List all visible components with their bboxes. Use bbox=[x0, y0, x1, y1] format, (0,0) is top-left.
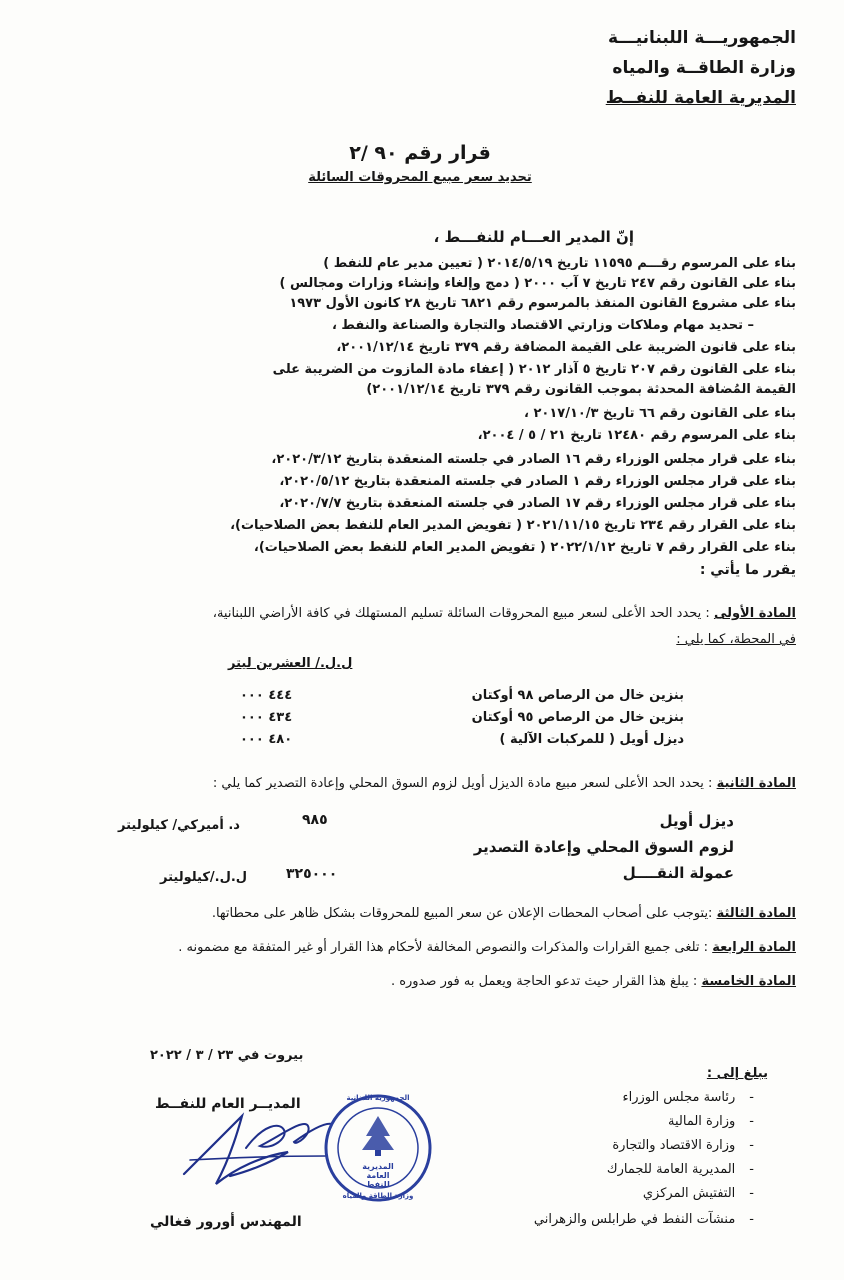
cc-list-item: - التفتيش المركزي bbox=[643, 1186, 754, 1201]
article-5-text: : يبلغ هذا القرار حيث تدعو الحاجة ويعمل به فور صدوره . bbox=[390, 974, 698, 989]
stamp-text bbox=[322, 1162, 434, 1189]
decision-number: قرار رقم ٩٠ /٢ bbox=[349, 142, 491, 164]
preamble-line: بناء على قرار مجلس الوزراء رقم ١٦ الصادر في جلسته المنعقدة بتاريخ ٢٠٢٠/٣/١٢، bbox=[271, 452, 796, 467]
article-5 bbox=[391, 974, 796, 989]
fuel-name-diesel: ديزل أويل ( للمركبات الآلية ) bbox=[499, 732, 684, 747]
stamp-line: العامة bbox=[366, 1171, 390, 1180]
cc-title: يبلغ إلى : bbox=[706, 1066, 768, 1081]
preamble-line: بناء على المرسوم رقـــم ١١٥٩٥ تاريخ ٢٠١٤/٥/١٩ ( تعيين مدير عام للنفط ) bbox=[323, 256, 796, 271]
article-3-text: :يتوجب على أصحاب المحطات الإعلان عن سعر المبيع للمحروقات بشكل ظاهر على محطاتها. bbox=[211, 906, 713, 921]
fuel-price-98: ٤٤٤ ٠٠٠ bbox=[240, 688, 293, 703]
article-2 bbox=[213, 776, 796, 791]
preamble-line: بناء على مشروع القانون المنفذ بالمرسوم رقم ٦٨٢١ تاريخ ٢٨ كانون الأول ١٩٧٣ bbox=[289, 296, 796, 311]
article-4-label: المادة الرابعة bbox=[712, 940, 796, 955]
preamble-line: بناء على القرار رقم ٧ تاريخ ٢٠٢٢/١/١٢ ( تفويض المدير العام للنفط بعض الصلاحيات)، bbox=[253, 540, 796, 555]
cc-list-item: - رئاسة مجلس الوزراء bbox=[623, 1090, 755, 1105]
transport-commission-unit: ل.ل./كيلوليتر bbox=[160, 870, 248, 885]
article-4 bbox=[178, 940, 796, 955]
article-4-text: : تلغى جميع القرارات والمذكرات والنصوص المخالفة لأحكام هذا القرار أو غير المتفقة مع مضمونه . bbox=[178, 940, 709, 955]
signer-name: المهندس أورور فغالي bbox=[150, 1214, 302, 1230]
preamble-intro: إنّ المدير العـــام للنفـــط ، bbox=[433, 228, 634, 246]
diesel-label: ديزل أويل bbox=[659, 812, 734, 830]
cc-list-item: - المديرية العامة للجمارك bbox=[607, 1162, 754, 1177]
article-1-text: : يحدد الحد الأعلى لسعر مبيع المحروقات السائلة تسليم المستهلك في كافة الأراضي اللبنانية، bbox=[212, 606, 710, 621]
preamble-line: بناء على القرار رقم ٢٣٤ تاريخ ٢٠٢١/١١/١٥ ( تفويض المدير العام للنفط بعض الصلاحيات)، bbox=[230, 518, 796, 533]
preamble-line: بناء على قانون الضريبة على القيمة المضافة رقم ٣٧٩ تاريخ ٢٠٠١/١٢/١٤، bbox=[336, 340, 796, 355]
transport-commission-label: عمولة النقــــل bbox=[622, 864, 734, 882]
signer-title: المديــر العام للنفــط bbox=[155, 1096, 301, 1112]
preamble-line: بناء على المرسوم رقم ١٢٤٨٠ تاريخ ٢١ / ٥ / ٢٠٠٤، bbox=[477, 428, 796, 443]
cc-list-item: - منشآت النفط في طرابلس والزهراني bbox=[534, 1212, 754, 1227]
article-5-label: المادة الخامسة bbox=[701, 974, 796, 989]
stamp-line: الجمهورية اللبنانية bbox=[346, 1094, 410, 1102]
preamble-line: بناء على القانون رقم ٦٦ تاريخ ٢٠١٧/١٠/٣ ، bbox=[523, 406, 796, 421]
transport-commission-value: ٣٢٥٠٠٠ bbox=[286, 866, 338, 882]
preamble-line: بناء على قرار مجلس الوزراء رقم ١٧ الصادر في جلسته المنعقدة بتاريخ ٢٠٢٠/٧/٧، bbox=[279, 496, 796, 511]
preamble-line: – تحديد مهام وملاكات وزارتي الاقتصاد والتجارة والصناعة والنفط ، bbox=[331, 318, 754, 333]
decision-subject: تحديد سعر مبيع المحروقات السائلة bbox=[308, 170, 532, 185]
preamble-line: بناء على القانون رقم ٢٤٧ تاريخ ٧ آب ٢٠٠٠ ( دمج وإلغاء وإنشاء وزارات ومجالس ) bbox=[279, 276, 796, 291]
header-directorate: المديرية العامة للنفــط bbox=[605, 88, 796, 108]
preamble-resolves: يقرر ما يأتي : bbox=[699, 562, 796, 578]
issue-date: بيروت في ٢٣ / ٣ / ٢٠٢٢ bbox=[150, 1048, 304, 1063]
article-2-text: : يحدد الحد الأعلى لسعر مبيع مادة الديزل أويل لزوم السوق المحلي وإعادة التصدير كما يلي : bbox=[212, 776, 713, 791]
fuel-price-95: ٤٣٤ ٠٠٠ bbox=[240, 710, 293, 725]
diesel-export-price: ٩٨٥ bbox=[302, 812, 328, 828]
cc-list-item: - وزارة المالية bbox=[668, 1114, 754, 1129]
stamp-line: للنفط bbox=[366, 1180, 390, 1189]
preamble-line: بناء على قرار مجلس الوزراء رقم ١ الصادر في جلسته المنعقدة بتاريخ ٢٠٢٠/٥/١٢، bbox=[279, 474, 796, 489]
official-stamp bbox=[322, 1092, 434, 1204]
header-ministry: وزارة الطاقــة والمياه bbox=[612, 58, 796, 78]
signature-mark bbox=[176, 1112, 346, 1192]
stamp-line: المديرية bbox=[362, 1162, 394, 1171]
diesel-market-label: لزوم السوق المحلي وإعادة التصدير bbox=[473, 838, 734, 856]
article-3 bbox=[212, 906, 796, 921]
price-unit-header: ل.ل./ العشرين ليتر bbox=[228, 656, 353, 671]
fuel-price-diesel: ٤٨٠ ٠٠٠ bbox=[240, 732, 293, 747]
fuel-name-98: بنزين خال من الرصاص ٩٨ أوكتان bbox=[471, 688, 684, 703]
article-1-label: المادة الأولى bbox=[713, 606, 796, 621]
article-2-label: المادة الثانية bbox=[716, 776, 796, 791]
article-1 bbox=[213, 606, 796, 621]
stamp-line: وزارة الطاقة والمياه bbox=[342, 1192, 414, 1200]
article-1-text-cont: في المحطة، كما يلي : bbox=[676, 632, 796, 647]
preamble-line: بناء على القانون رقم ٢٠٧ تاريخ ٥ آذار ٢٠١٢ ( إعفاء مادة المازوت من الضريبة على bbox=[272, 362, 796, 377]
preamble-line: القيمة المُضافة المحدثة بموجب القانون رقم ٣٧٩ تاريخ ٢٠٠١/١٢/١٤) bbox=[366, 382, 796, 397]
cc-list-item: - وزارة الاقتصاد والتجارة bbox=[612, 1138, 754, 1153]
header-republic: الجمهوريـــة اللبنانيـــة bbox=[607, 28, 796, 48]
article-3-label: المادة الثالثة bbox=[716, 906, 796, 921]
fuel-name-95: بنزين خال من الرصاص ٩٥ أوكتان bbox=[471, 710, 684, 725]
diesel-export-unit: د. أميركي/ كيلوليتر bbox=[118, 818, 240, 833]
